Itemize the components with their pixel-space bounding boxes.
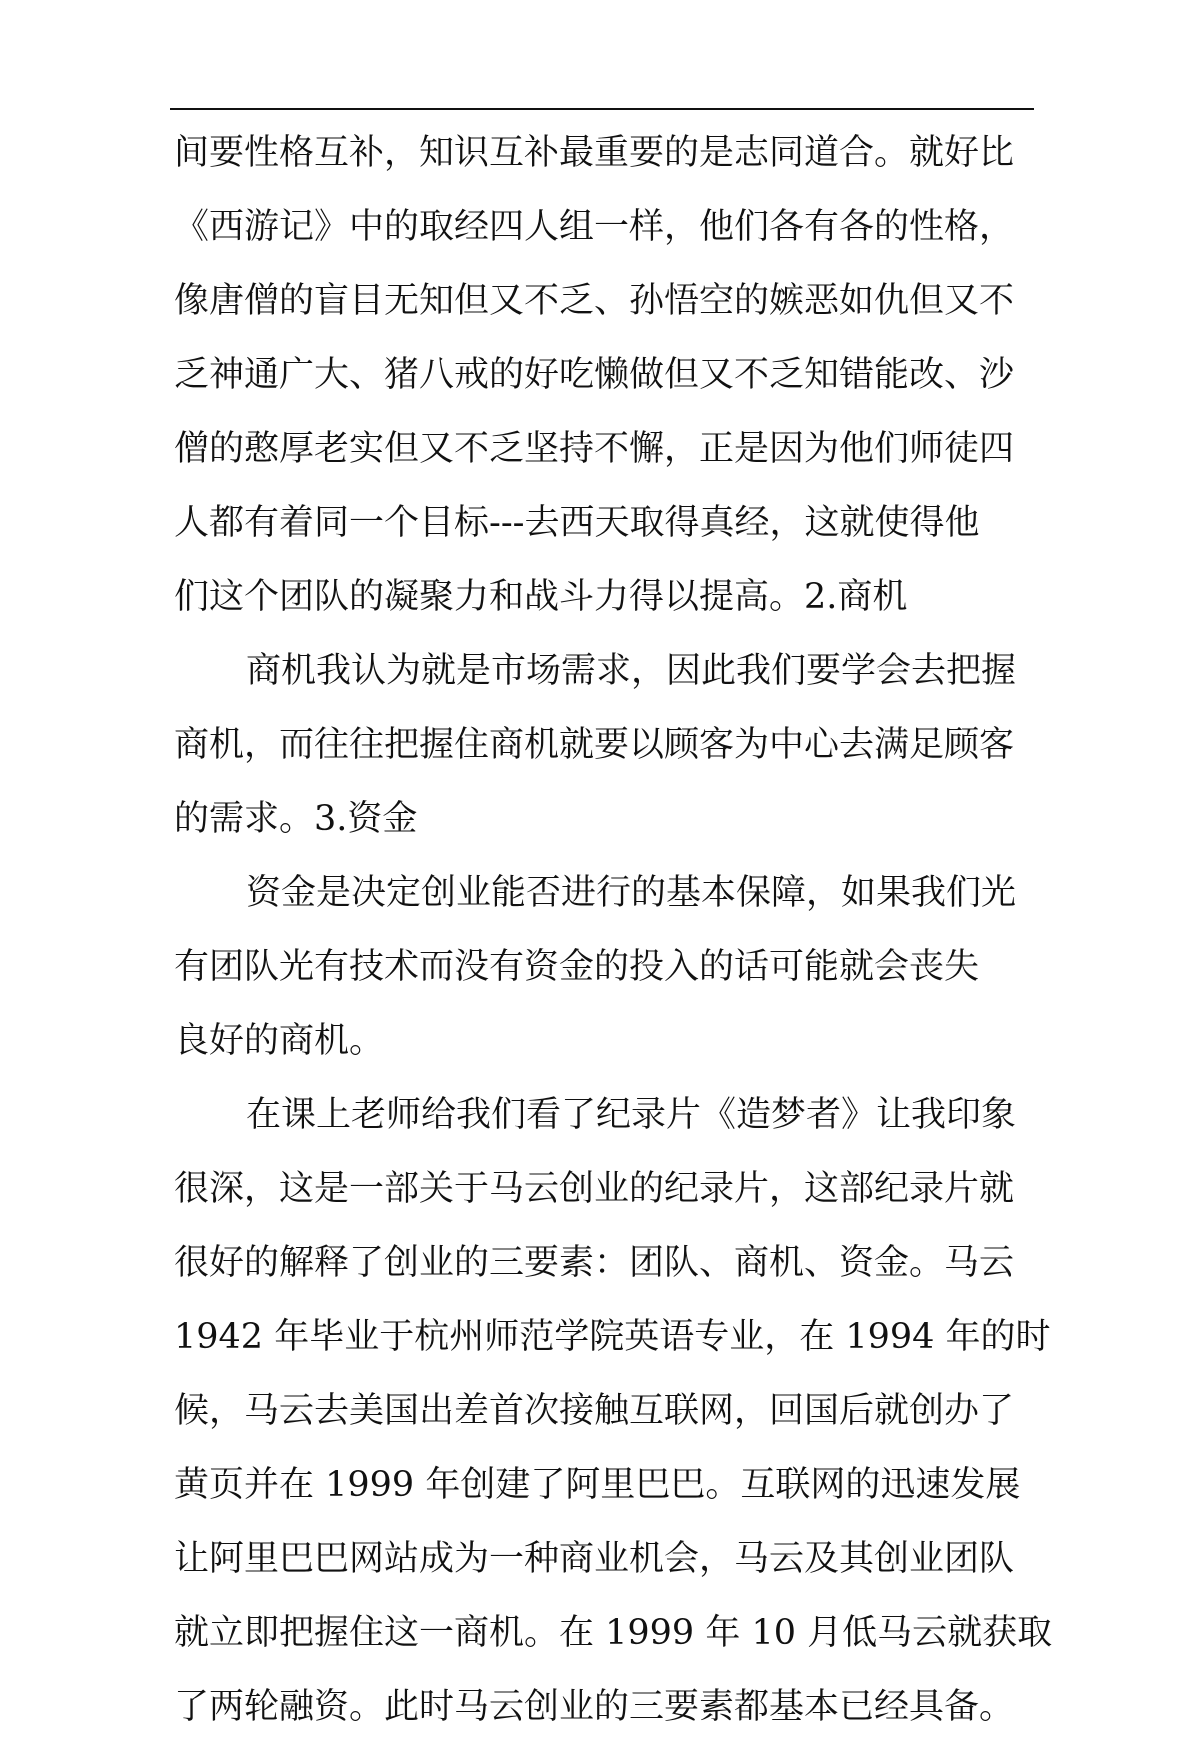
paragraph-first-line: 在课上老师给我们看了纪录片《造梦者》让我印象 [246, 1095, 1017, 1135]
text-line: 《西游记》中的取经四人组一样，他们各有各的性格， [174, 207, 1015, 247]
text-line: 候，马云去美国出差首次接触互联网，回国后就创办了 [174, 1391, 1015, 1431]
paragraph-first-line: 商机我认为就是市场需求，因此我们要学会去把握 [246, 651, 1017, 691]
text-line: 了两轮融资。此时马云创业的三要素都基本已经具备。 [174, 1687, 1015, 1727]
text-line: 良好的商机。 [174, 1021, 385, 1061]
text-line: 黄页并在 1999 年创建了阿里巴巴。互联网的迅速发展 [174, 1465, 1021, 1505]
text-line: 让阿里巴巴网站成为一种商业机会，马云及其创业团队 [174, 1539, 1015, 1579]
body-text [174, 116, 1053, 1744]
text-line: 的需求。3.资金 [174, 799, 418, 839]
text-line: 像唐僧的盲目无知但又不乏、孙悟空的嫉恶如仇但又不 [174, 281, 1015, 321]
text-line: 就立即把握住这一商机。在 1999 年 10 月低马云就获取 [174, 1613, 1053, 1653]
text-line: 有团队光有技术而没有资金的投入的话可能就会丧失 [174, 947, 980, 987]
text-line: 很好的解释了创业的三要素：团队、商机、资金。马云 [174, 1243, 1015, 1283]
text-line: 乏神通广大、猪八戒的好吃懒做但又不乏知错能改、沙 [174, 355, 1015, 395]
text-line: 商机，而往往把握住商机就要以顾客为中心去满足顾客 [174, 725, 1015, 765]
text-line: 1942 年毕业于杭州师范学院英语专业，在 1994 年的时 [174, 1317, 1051, 1357]
text-line: 人都有着同一个目标---去西天取得真经，这就使得他 [174, 503, 980, 543]
paragraph-first-line: 资金是决定创业能否进行的基本保障，如果我们光 [246, 873, 1017, 913]
text-line: 很深，这是一部关于马云创业的纪录片，这部纪录片就 [174, 1169, 1015, 1209]
text-line: 僧的憨厚老实但又不乏坚持不懈，正是因为他们师徒四 [174, 429, 1015, 469]
text-line: 们这个团队的凝聚力和战斗力得以提高。2.商机 [174, 577, 908, 617]
text-line: 间要性格互补，知识互补最重要的是志同道合。就好比 [174, 133, 1015, 173]
header-rule [170, 108, 1034, 110]
